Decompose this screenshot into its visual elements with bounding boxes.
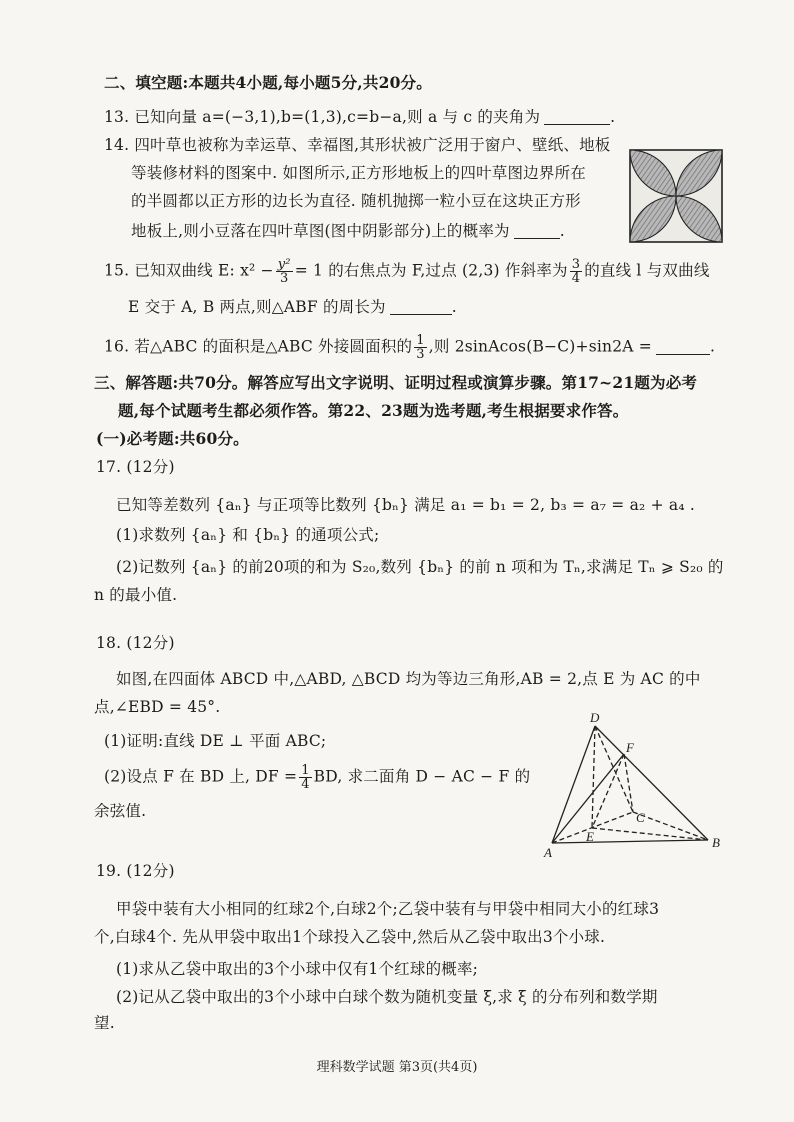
section3-subheading: (一)必考题:共60分。 xyxy=(96,429,249,448)
fraction-denominator: 3 xyxy=(279,271,289,286)
fraction-denominator: 4 xyxy=(301,777,310,792)
section2-heading: 二、填空题:本题共4小题,每小题5分,共20分。 xyxy=(104,73,432,92)
question-13-text: 13. 已知向量 a=(−3,1),b=(1,3),c=b−a,则 a 与 c 的夹角为 xyxy=(104,108,541,126)
question-14-line-4-text: 地板上,则小豆落在四叶草图(图中阴影部分)上的概率为 xyxy=(131,222,510,240)
question-17-line-4: n 的最小值. xyxy=(94,586,178,604)
question-18-line-1: 如图,在四面体 ABCD 中,△ABD, △BCD 均为等边三角形,AB = 2,点 E 为 AC 的中 xyxy=(116,670,701,688)
question-15-line-2: E 交于 A, B 两点,则△ABF 的周长为 . xyxy=(128,298,457,316)
fraction-1-over-3 xyxy=(414,334,426,361)
question-19-part-2-line-2: 望. xyxy=(94,1014,115,1032)
section3-heading-line-1: 三、解答题:共70分。解答应写出文字说明、证明过程或演算步骤。第17~21题为必考 xyxy=(94,373,698,392)
page-footer: 理科数学试题 第3页(共4页) xyxy=(316,1060,478,1075)
edge-AB xyxy=(552,840,708,843)
answer-blank-14 xyxy=(514,222,560,239)
question-17-line-1: 已知等差数列 {aₙ} 与正项等比数列 {bₙ} 满足 a₁ = b₁ = 2, b₃ = a₇ = a₂ + a₄ . xyxy=(116,496,696,514)
question-14-line-2: 等装修材料的图案中. 如图所示,正方形地板上的四叶草图边界所在 xyxy=(131,164,586,182)
question-14-line-3: 的半圆都以正方形的边长为直径. 随机抛掷一粒小豆在这块正方形 xyxy=(131,192,581,210)
question-17-line-2: (1)求数列 {aₙ} 和 {bₙ} 的通项公式; xyxy=(116,526,380,544)
vertex-label-D: D xyxy=(590,710,600,725)
question-17-number: 17. (12分) xyxy=(96,458,175,476)
vertex-label-C: C xyxy=(636,810,645,825)
question-16-lead: 16. 若△ABC 的面积是△ABC 外接圆面积的 xyxy=(104,337,413,356)
fraction-1-over-4 xyxy=(299,764,311,791)
point-label-F: F xyxy=(626,740,634,755)
segment-EB xyxy=(592,828,708,840)
question-18-number: 18. (12分) xyxy=(96,634,175,652)
question-19-line-2: 个,白球4个. 先从甲袋中取出1个球投入乙袋中,然后从乙袋中取出3个小球. xyxy=(94,928,606,946)
question-18-part-2-line-2: 余弦值. xyxy=(94,802,147,820)
four-leaf-clover-figure xyxy=(628,148,724,244)
question-18-part-2-lead: (2)设点 F 在 BD 上, DF = xyxy=(104,767,298,786)
fraction-numerator: 1 xyxy=(416,333,425,348)
fraction-y2-over-3 xyxy=(276,258,293,285)
question-14-line-4: 地板上,则小豆落在四叶草图(图中阴影部分)上的概率为 . xyxy=(131,222,565,240)
fraction-numerator: 1 xyxy=(301,763,310,778)
question-16: 16. 若△ABC 的面积是△ABC 外接圆面积的 $\frac{1}{3}$ ,则 2sinAcos(B−C)+sin2A = . xyxy=(104,333,716,362)
question-13: 13. 已知向量 a=(−3,1),b=(1,3),c=b−a,则 a 与 c 的夹角为 . xyxy=(104,108,616,126)
question-16-tail: ,则 2sinAcos(B−C)+sin2A = xyxy=(428,337,652,356)
question-15-mid: = 1 的右焦点为 F,过点 (2,3) 作斜率为 xyxy=(294,261,568,280)
vertex-label-B: B xyxy=(712,835,720,850)
question-19-number: 19. (12分) xyxy=(96,862,175,880)
vertex-label-A: A xyxy=(544,845,552,858)
edge-DB xyxy=(595,726,708,840)
question-14-line-1: 14. 四叶草也被称为幸运草、幸福图,其形状被广泛用于窗户、壁纸、地板 xyxy=(104,136,611,154)
question-19-part-1: (1)求从乙袋中取出的3个小球中仅有1个红球的概率; xyxy=(116,960,479,978)
answer-blank-15 xyxy=(390,298,452,315)
tetrahedron-figure xyxy=(540,708,730,858)
question-18-part-2-tail: BD, 求二面角 D − AC − F 的 xyxy=(313,767,531,786)
question-18-part-1: (1)证明:直线 DE ⊥ 平面 ABC; xyxy=(104,732,327,750)
section3-heading-line-2: 题,每个试题考生都必须作答。第22、23题为选考题,考生根据要求作答。 xyxy=(118,401,629,420)
question-19-part-2: (2)记从乙袋中取出的3个小球中白球个数为随机变量 ξ,求 ξ 的分布列和数学期 xyxy=(116,988,658,1006)
answer-blank-13 xyxy=(544,108,610,125)
question-15-line-2-text: E 交于 A, B 两点,则△ABF 的周长为 xyxy=(128,298,386,316)
answer-blank-16 xyxy=(656,338,710,355)
edge-DC xyxy=(595,726,633,812)
fraction-3-over-4 xyxy=(570,258,582,285)
fraction-denominator: 4 xyxy=(571,271,581,286)
question-19-line-1: 甲袋中装有大小相同的红球2个,白球2个;乙袋中装有与甲袋中相同大小的红球3 xyxy=(116,900,660,918)
question-17-line-3: (2)记数列 {aₙ} 的前20项的和为 S₂₀,数列 {bₙ} 的前 n 项和为 Tₙ,求满足 Tₙ ⩾ S₂₀ 的 xyxy=(116,558,724,576)
question-15-tail: 的直线 l 与双曲线 xyxy=(584,261,710,280)
fraction-denominator: 3 xyxy=(416,347,425,362)
segment-DE xyxy=(592,726,595,828)
point-label-E: E xyxy=(586,829,594,844)
fraction-numerator: 3 xyxy=(571,257,581,272)
fraction-numerator: y² xyxy=(277,257,291,272)
question-15-line-1 xyxy=(104,258,710,285)
question-18-part-2 xyxy=(104,764,530,791)
question-15-lead: 15. 已知双曲线 E: x² − xyxy=(104,261,274,280)
question-18-line-2: 点,∠EBD = 45°. xyxy=(94,698,221,716)
edge-DA xyxy=(552,726,595,843)
